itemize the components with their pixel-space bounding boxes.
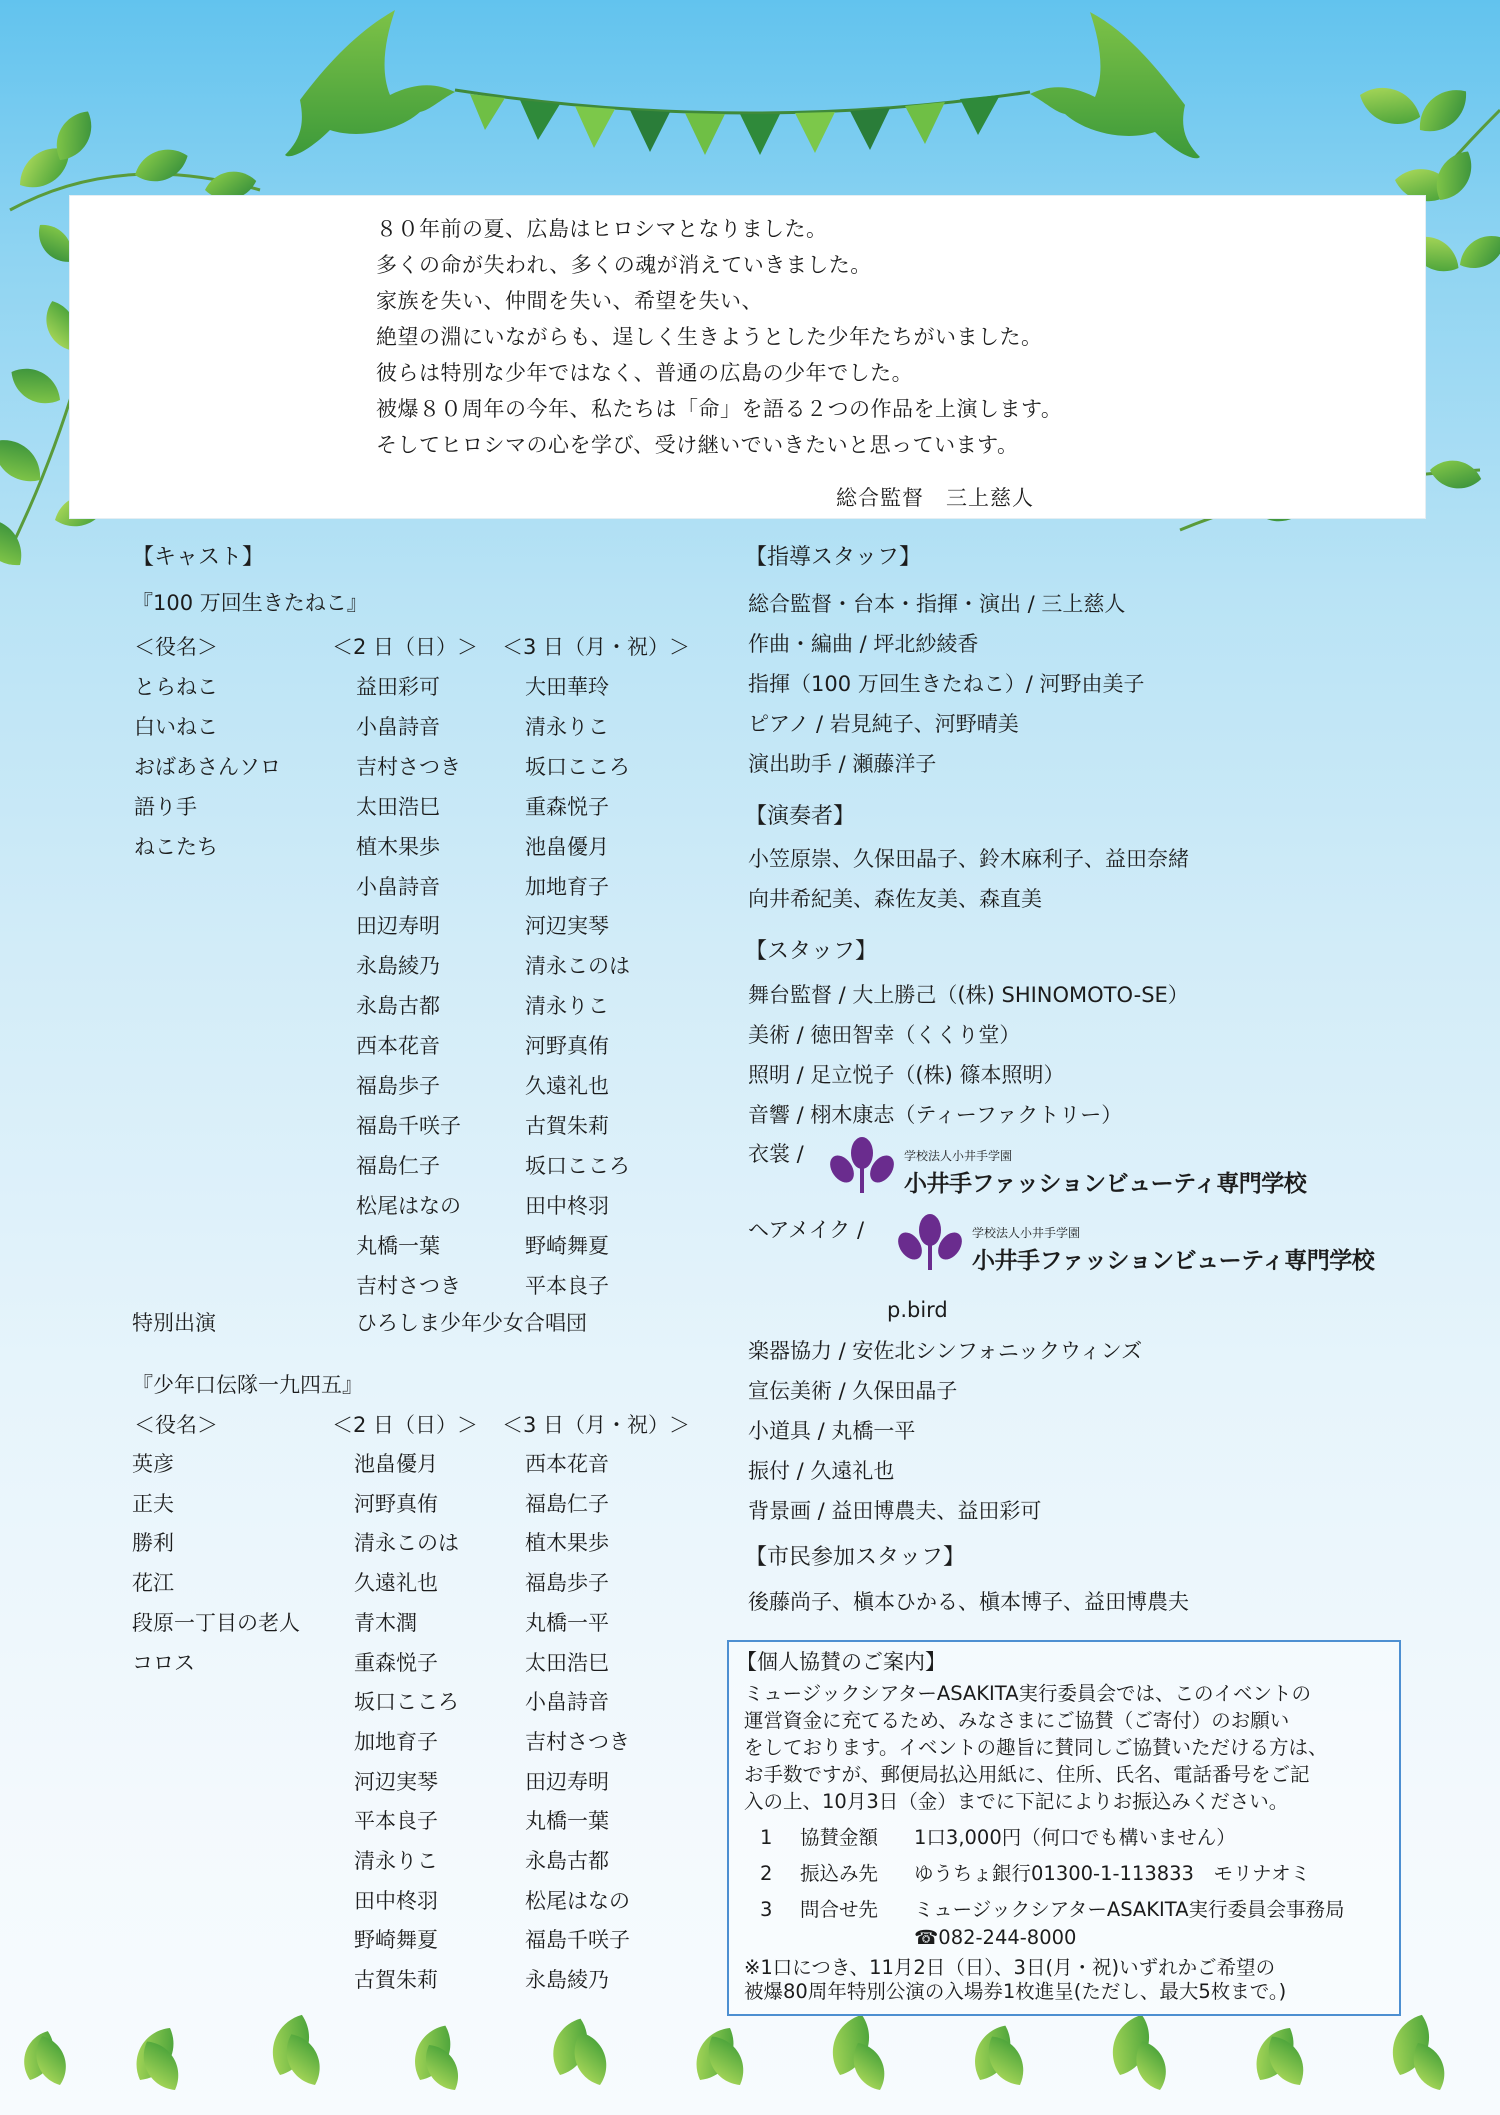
left-dove-icon xyxy=(285,10,455,156)
citizen-staff-list: 後藤尚子、槇本ひかる、槇本博子、益田博農夫 xyxy=(748,1590,1189,1614)
cast-name-day3: 池畠優月 xyxy=(525,834,609,859)
cast-name-day3: 大田華玲 xyxy=(525,675,609,699)
cast-name-day3: 福島歩子 xyxy=(525,1571,609,1596)
message-line: ８０年前の夏、広島はヒロシマとなりました。 xyxy=(376,217,828,241)
cast-name-day2: 清永りこ xyxy=(354,1849,438,1873)
cast-name-day3: 小畠詩音 xyxy=(525,1690,609,1715)
item-value: ミュージックシアターASAKITA実行委員会事務局 xyxy=(914,1898,1345,1921)
cast-name-day3: 坂口こころ xyxy=(525,1153,630,1178)
column-header-day2: ＜2 日（日）＞ xyxy=(332,1413,479,1437)
item-label: 協賛金額 xyxy=(800,1826,879,1849)
cast-name-day3: 太田浩巳 xyxy=(525,1650,609,1675)
item-number: 1 xyxy=(760,1826,773,1849)
school-name: 小井手ファッションビューティ専門学校 xyxy=(972,1248,1375,1274)
staff-item: 楽器協力 / 安佐北シンフォニックウィンズ xyxy=(748,1339,1143,1363)
special-appearance-label: 特別出演 xyxy=(132,1311,216,1335)
costume-label: 衣裳 / xyxy=(748,1142,804,1166)
cast-name-day3: 加地育子 xyxy=(525,874,609,899)
school-small-name: 学校法人小井手学園 xyxy=(972,1226,1081,1240)
players-line: 小笠原崇、久保田晶子、鈴木麻利子、益田奈緒 xyxy=(748,847,1189,871)
cast-name-day2: 青木潤 xyxy=(354,1610,417,1635)
guidance-item: 総合監督・台本・指揮・演出 / 三上慈人 xyxy=(748,592,1126,616)
cast-name-day2: 益田彩可 xyxy=(356,675,440,699)
item-number: 3 xyxy=(760,1898,773,1921)
sponsorship-text: ミュージックシアターASAKITA実行委員会では、このイベントの xyxy=(744,1682,1312,1705)
cast-role: コロス xyxy=(132,1650,195,1675)
cast-role: とらねこ xyxy=(134,675,218,699)
cast-heading: 【キャスト】 xyxy=(132,545,265,570)
cast-name-day2: 坂口こころ xyxy=(354,1690,459,1715)
cast-name-day2: 田中柊羽 xyxy=(354,1888,438,1913)
school-logo-icon xyxy=(820,1135,905,1197)
play2-title: 『少年口伝隊一九四五』 xyxy=(132,1373,363,1397)
cast-role: おばあさんソロ xyxy=(134,754,281,779)
staff-item: 音響 / 栩木康志（ティーファクトリー） xyxy=(748,1103,1123,1127)
guidance-item: 作曲・編曲 / 坪北紗綾香 xyxy=(748,632,979,656)
cast-name-day3: 清永りこ xyxy=(525,714,609,739)
cast-name-day2: 福島歩子 xyxy=(356,1074,440,1098)
cast-name-day2: 丸橋一葉 xyxy=(356,1233,440,1258)
cast-name-day3: 丸橋一葉 xyxy=(525,1809,609,1834)
item-value: 1口3,000円（何口でも構いません） xyxy=(914,1826,1236,1849)
cast-name-day2: 河辺実琴 xyxy=(354,1769,438,1794)
guidance-item: 指揮（100 万回生きたねこ）/ 河野由美子 xyxy=(748,672,1145,696)
cast-name-day3: 重森悦子 xyxy=(525,794,609,819)
right-dove-icon xyxy=(1030,12,1200,158)
cast-name-day3: 坂口こころ xyxy=(525,754,630,779)
sponsorship-note: ※1口につき、11月2日（日）、3日(月・祝)いずれかご希望の xyxy=(744,1956,1276,1979)
cast-name-day2: 平本良子 xyxy=(354,1809,438,1834)
staff-item: 照明 / 足立悦子（(株) 篠本照明） xyxy=(748,1063,1065,1087)
school-small-name: 学校法人小井手学園 xyxy=(904,1149,1013,1163)
message-line: そしてヒロシマの心を学び、受け継いでいきたいと思っています。 xyxy=(376,433,1019,457)
cast-name-day2: 小畠詩音 xyxy=(356,874,440,899)
cast-name-day2: 永島綾乃 xyxy=(356,954,440,979)
staff-item: 背景画 / 益田博農夫、益田彩可 xyxy=(748,1499,1042,1523)
column-header-day3: ＜3 日（月・祝）＞ xyxy=(502,635,691,659)
bunting-flags xyxy=(455,90,1030,155)
cast-name-day3: 永島古都 xyxy=(525,1849,609,1873)
sponsorship-text: 入の上、10月3日（金）までに下記によりお振込みください。 xyxy=(744,1790,1289,1813)
cast-name-day3: 古賀朱莉 xyxy=(525,1113,609,1138)
guidance-item: ピアノ / 岩見純子、河野晴美 xyxy=(748,712,1019,736)
message-line: 多くの命が失われ、多くの魂が消えていきました。 xyxy=(376,253,872,277)
item-label: 振込み先 xyxy=(800,1862,879,1885)
cast-name-day3: 久遠礼也 xyxy=(525,1074,609,1098)
guidance-item: 演出助手 / 瀬藤洋子 xyxy=(748,752,937,776)
play1-title: 『100 万回生きたねこ』 xyxy=(132,591,368,615)
cast-name-day3: 田中柊羽 xyxy=(525,1193,609,1218)
sponsorship-text: お手数ですが、郵便局払込用紙に、住所、氏名、電話番号をご記 xyxy=(744,1763,1310,1786)
cast-name-day2: 福島仁子 xyxy=(356,1153,440,1178)
staff-item: 舞台監督 / 大上勝己（(株) SHINOMOTO-SE） xyxy=(748,983,1189,1007)
cast-role: 語り手 xyxy=(134,794,197,819)
guidance-staff-heading: 【指導スタッフ】 xyxy=(745,545,922,570)
cast-name-day2: 西本花音 xyxy=(356,1034,440,1059)
cast-name-day3: 吉村さつき xyxy=(525,1729,630,1754)
cast-name-day3: 植木果歩 xyxy=(525,1531,609,1556)
cast-name-day2: 吉村さつき xyxy=(356,1273,461,1298)
sponsorship-text: 運営資金に充てるため、みなさまにご協賛（ご寄付）のお願い xyxy=(744,1709,1290,1732)
cast-role: 段原一丁目の老人 xyxy=(132,1610,300,1635)
pbird-label: p.bird xyxy=(887,1298,948,1322)
item-number: 2 xyxy=(760,1862,773,1885)
school-logo-icon xyxy=(888,1212,973,1274)
cast-name-day3: 福島千咲子 xyxy=(525,1928,630,1953)
cast-name-day2: 福島千咲子 xyxy=(356,1113,461,1138)
cast-name-day3: 河辺実琴 xyxy=(525,914,609,939)
school-name: 小井手ファッションビューティ専門学校 xyxy=(904,1171,1307,1197)
staff-heading: 【スタッフ】 xyxy=(745,939,878,964)
staff-item: 美術 / 徳田智幸（くくり堂） xyxy=(748,1023,1021,1047)
cast-name-day3: 福島仁子 xyxy=(525,1491,609,1516)
column-header-role: ＜役名＞ xyxy=(134,1413,218,1437)
cast-name-day3: 田辺寿明 xyxy=(525,1769,609,1794)
item-label: 問合せ先 xyxy=(800,1898,879,1921)
message-line: 家族を失い、仲間を失い、希望を失い、 xyxy=(376,289,763,313)
cast-name-day3: 永島綾乃 xyxy=(525,1968,609,1993)
cast-name-day3: 河野真侑 xyxy=(525,1034,609,1059)
cast-role: 白いねこ xyxy=(134,714,218,739)
column-header-role: ＜役名＞ xyxy=(134,635,218,659)
players-line: 向井希紀美、森佐友美、森直美 xyxy=(748,887,1042,911)
cast-name-day2: 永島古都 xyxy=(356,994,440,1019)
cast-name-day2: 小畠詩音 xyxy=(356,714,440,739)
cast-name-day2: 植木果歩 xyxy=(356,834,440,859)
cast-name-day2: 野崎舞夏 xyxy=(354,1928,438,1953)
cast-role: 英彦 xyxy=(132,1452,174,1476)
column-header-day3: ＜3 日（月・祝）＞ xyxy=(502,1413,691,1437)
column-header-day2: ＜2 日（日）＞ xyxy=(332,635,479,659)
cast-name-day3: 丸橋一平 xyxy=(525,1610,609,1635)
cast-name-day3: 松尾はなの xyxy=(525,1888,630,1913)
citizen-staff-heading: 【市民参加スタッフ】 xyxy=(745,1545,966,1570)
cast-role: 正夫 xyxy=(132,1491,174,1516)
staff-item: 宣伝美術 / 久保田晶子 xyxy=(748,1379,958,1403)
cast-name-day2: 松尾はなの xyxy=(356,1193,461,1218)
cast-name-day2: 清永このは xyxy=(354,1531,459,1556)
hair-label: ヘアメイク / xyxy=(748,1218,865,1242)
cast-role: 花江 xyxy=(132,1571,174,1596)
cast-role: 勝利 xyxy=(132,1531,174,1556)
special-appearance-value: ひろしま少年少女合唱団 xyxy=(356,1311,587,1335)
sponsorship-heading: 【個人協賛のご案内】 xyxy=(736,1650,946,1674)
staff-item: 小道具 / 丸橋一平 xyxy=(748,1419,916,1443)
contact-phone: ☎082-244-8000 xyxy=(914,1926,1077,1949)
staff-item: 振付 / 久遠礼也 xyxy=(748,1459,895,1483)
item-value: ゆうちょ銀行01300-1-113833 モリナオミ xyxy=(914,1862,1311,1885)
cast-name-day3: 野崎舞夏 xyxy=(525,1233,609,1258)
cast-name-day3: 清永このは xyxy=(525,954,630,979)
bottom-leaves xyxy=(17,2009,1452,2097)
cast-name-day3: 清永りこ xyxy=(525,994,609,1019)
players-heading: 【演奏者】 xyxy=(745,804,856,829)
message-line: 絶望の淵にいながらも、逞しく生きようとした少年たちがいました。 xyxy=(376,325,1043,349)
cast-name-day2: 河野真侑 xyxy=(354,1491,438,1516)
cast-name-day3: 西本花音 xyxy=(525,1452,609,1476)
cast-name-day2: 田辺寿明 xyxy=(356,914,440,939)
message-signature: 総合監督 三上慈人 xyxy=(836,486,1034,510)
cast-name-day3: 平本良子 xyxy=(525,1273,609,1298)
cast-name-day2: 加地育子 xyxy=(354,1729,438,1754)
message-line: 被爆８０周年の今年、私たちは「命」を語る２つの作品を上演します。 xyxy=(376,397,1063,421)
cast-name-day2: 重森悦子 xyxy=(354,1650,438,1675)
sponsorship-text: をしております。イベントの趣旨に賛同しご協賛いただける方は、 xyxy=(744,1736,1328,1759)
message-line: 彼らは特別な少年ではなく、普通の広島の少年でした。 xyxy=(376,361,914,385)
cast-name-day2: 太田浩巳 xyxy=(356,794,440,819)
cast-name-day2: 古賀朱莉 xyxy=(354,1968,438,1993)
sponsorship-note: 被爆80周年特別公演の入場券1枚進呈(ただし、最大5枚まで。) xyxy=(744,1980,1287,2003)
cast-name-day2: 吉村さつき xyxy=(356,754,461,779)
cast-name-day2: 池畠優月 xyxy=(354,1452,438,1476)
cast-role: ねこたち xyxy=(134,834,218,859)
cast-name-day2: 久遠礼也 xyxy=(354,1571,438,1596)
